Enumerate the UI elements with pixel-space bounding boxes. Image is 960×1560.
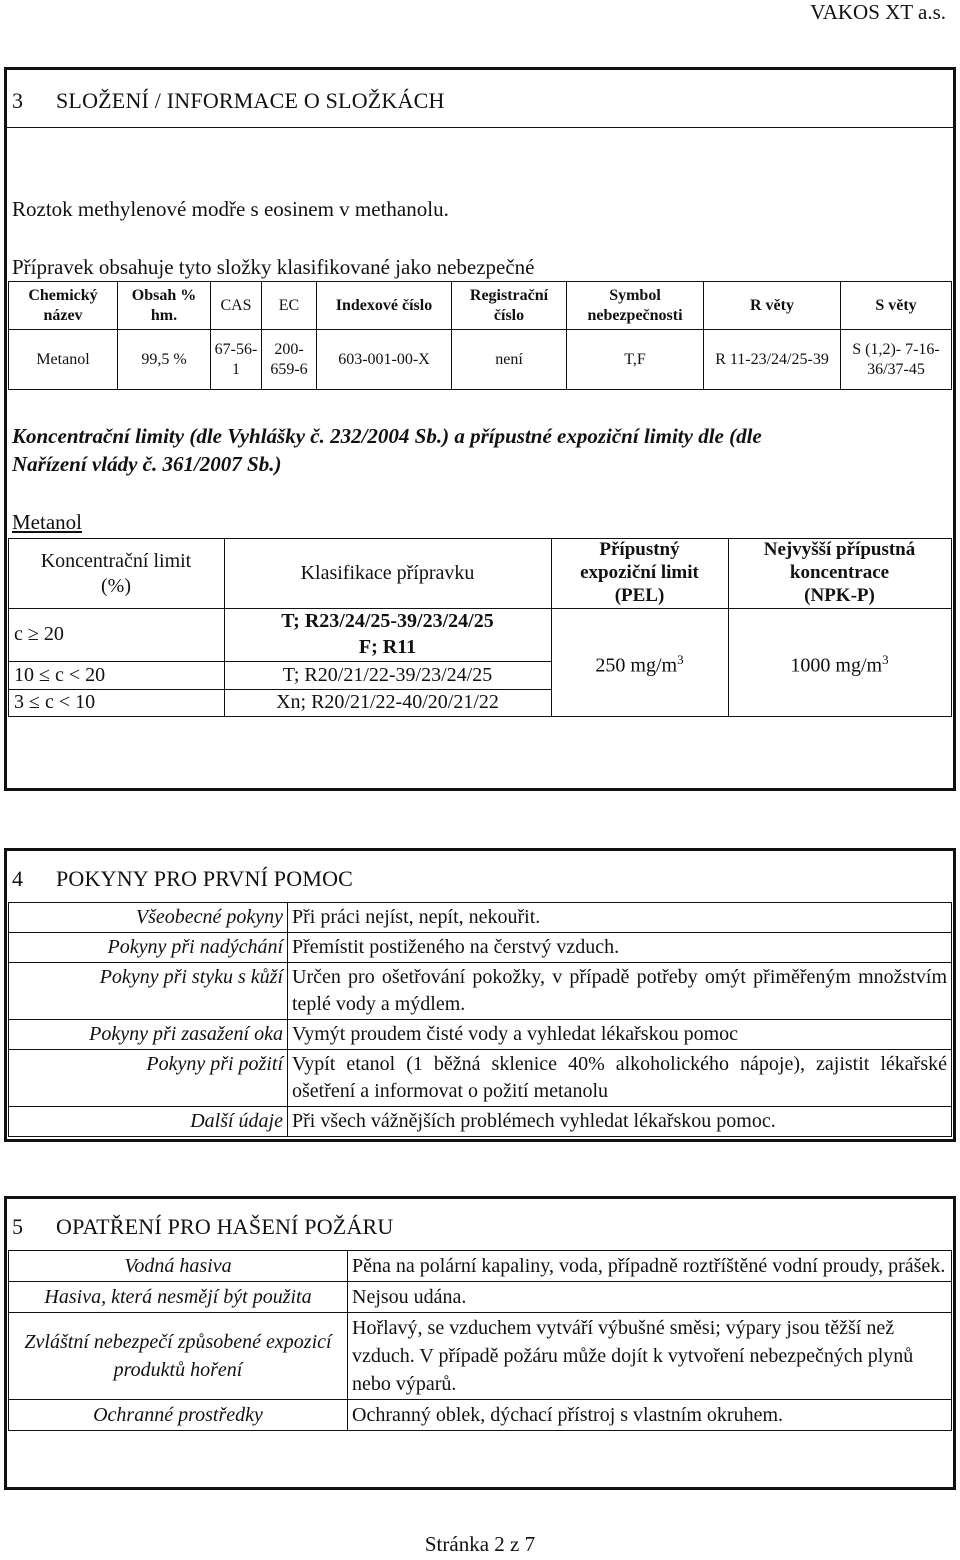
fire-value-media: Pěna na polární kapaliny, voda, případně roztříštěné vodní proudy, prášek. [348,1251,952,1282]
firefighting-table [8,1250,952,1431]
limits-row-2-class: T; R20/21/22-39/23/24/25 [282,664,493,686]
limits-row-1-bottom [8,661,551,662]
cell-registration-number: není [452,330,567,390]
col-header-r-phrases: R věty [704,282,841,330]
components-table-header-row [9,282,952,330]
cell-index-number: 603-001-00-X [317,330,452,390]
section-4-title-text: POKYNY PRO PRVNÍ POMOC [56,866,354,891]
pel-value-text: 250 mg/m [595,654,678,677]
first-aid-label-eye: Pokyny při zasažení oka [9,1020,288,1050]
npk-value-text: 1000 mg/m [790,654,883,677]
limits-row-1-conc: c ≥ 20 [14,623,64,645]
table-row [9,1251,952,1282]
section-4-title [12,866,353,892]
limits-heading-line-1: Koncentrační limity (dle Vyhlášky č. 232/2004 Sb.) a přípustné expoziční limity dle (dle [12,424,762,448]
section-3-intro: Roztok methylenové modře s eosinem v methanolu. [12,197,449,221]
cell-r-phrases: R 11-23/24/25-39 [704,330,841,390]
company-name: VAKOS XT a.s. [810,0,946,24]
limits-row-3-class: Xn; R20/21/22-40/20/21/22 [276,691,499,713]
col-header-content: Obsah % hm. [118,282,211,330]
table-row [9,330,952,390]
limits-header-npk-3: (NPK-P) [804,585,875,606]
limits-row-2-bottom [8,689,551,690]
cell-chemical-name: Metanol [9,330,118,390]
limits-header-npk-2: koncentrace [789,562,890,583]
table-row [9,1050,952,1107]
section-3-title-rule [4,127,956,128]
section-5-number: 5 [12,1214,24,1239]
cell-s-phrases: S (1,2)- 7-16-36/37-45 [841,330,952,390]
substance-name: Metanol [12,510,82,534]
fire-label-hazards: Zvláštní nebezpečí způsobené expozicí produktů hoření [9,1313,348,1400]
table-row [9,1313,952,1400]
section-3-title [12,88,445,114]
first-aid-value-other: Při všech vážnějších problémech vyhledat lékařskou pomoc. [288,1107,952,1137]
first-aid-label-ingestion: Pokyny při požití [9,1050,288,1107]
table-row [9,933,952,963]
table-row [9,1107,952,1137]
col-header-hazard-symbol: Symbol nebezpečnosti [567,282,704,330]
limits-row-2-conc: 10 ≤ c < 20 [14,664,106,686]
cell-hazard-symbol: T,F [567,330,704,390]
fire-label-media: Vodná hasiva [9,1251,348,1282]
first-aid-value-skin: Určen pro ošetřování pokožky, v případě potřeby omýt přiměřeným množstvím teplé vody a mýdlem. [288,963,952,1020]
col-header-index-number: Indexové číslo [317,282,452,330]
first-aid-value-eye: Vymýt proudem čisté vody a vyhledat lékařskou pomoc [288,1020,952,1050]
cell-cas: 67-56-1 [211,330,262,390]
col-header-registration-number: Registrační číslo [452,282,567,330]
pel-value-unit-sup: 3 [677,652,684,667]
limits-header-conc: Koncentrační limit [40,550,192,572]
col-header-cas: CAS [211,282,262,330]
limits-row-3-conc: 3 ≤ c < 10 [14,691,96,713]
table-row [9,1282,952,1313]
limits-header-npk-1: Nejvyšší přípustná [763,539,916,560]
limits-header-class: Klasifikace přípravku [300,562,475,584]
limits-header-pel-3: (PEL) [614,585,665,606]
section-3-contains: Přípravek obsahuje tyto složky klasifikované jako nebezpečné [12,255,535,279]
first-aid-label-other: Další údaje [9,1107,288,1137]
fire-label-protective: Ochranné prostředky [9,1400,348,1431]
cell-ec: 200-659-6 [262,330,317,390]
cell-content: 99,5 % [118,330,211,390]
pel-value [551,652,728,678]
section-3-title-text: SLOŽENÍ / INFORMACE O SLOŽKÁCH [56,88,445,113]
first-aid-table [8,902,952,1137]
limits-right-border [951,538,952,717]
section-3-number: 3 [12,88,24,113]
fire-value-protective: Ochranný oblek, dýchací přístroj s vlastním okruhem. [348,1400,952,1431]
fire-label-unsuitable: Hasiva, která nesmějí být použita [9,1282,348,1313]
limits-heading-line-2: Nařízení vlády č. 361/2007 Sb.) [12,452,282,476]
limits-row-1-class-1: T; R23/24/25-39/23/24/25 [281,610,494,632]
fire-value-unsuitable: Nejsou udána. [348,1282,952,1313]
limits-bottom-border [8,716,952,717]
npk-value-unit-sup: 3 [882,652,889,667]
fire-value-hazards: Hořlavý, se vzduchem vytváří výbušné směsi; výpary jsou těžší než vzduch. V případě požáru může dojít k vytvoření nebezpečných plynů nebo výparů. [348,1313,952,1400]
section-5-title [12,1214,394,1240]
table-row [9,1400,952,1431]
npk-value [728,652,951,678]
limits-header-pel-2: expoziční limit [580,562,699,583]
limits-row-1-class-2: F; R11 [358,636,417,658]
limits-header-conc-unit: (%) [101,575,131,597]
first-aid-label-general: Všeobecné pokyny [9,903,288,933]
first-aid-value-inhalation: Přemístit postiženého na čerstvý vzduch. [288,933,952,963]
first-aid-label-skin: Pokyny při styku s kůží [9,963,288,1020]
section-5-title-text: OPATŘENÍ PRO HAŠENÍ POŽÁRU [56,1214,394,1239]
components-table [8,281,952,390]
page-number: Stránka 2 z 7 [424,1532,536,1556]
table-row [9,963,952,1020]
first-aid-value-ingestion: Vypít etanol (1 běžná sklenice 40% alkoholického nápoje), zajistit lékařské ošetření a informovat o požití metanolu [288,1050,952,1107]
table-row [9,1020,952,1050]
limits-header-pel-1: Přípustný [599,539,680,560]
first-aid-label-inhalation: Pokyny při nadýchání [9,933,288,963]
col-header-chemical-name: Chemický název [9,282,118,330]
limits-header-bottom [8,608,952,609]
table-row [9,903,952,933]
col-header-ec: EC [262,282,317,330]
section-4-number: 4 [12,866,24,891]
first-aid-value-general: Při práci nejíst, nepít, nekouřit. [288,903,952,933]
col-header-s-phrases: S věty [841,282,952,330]
